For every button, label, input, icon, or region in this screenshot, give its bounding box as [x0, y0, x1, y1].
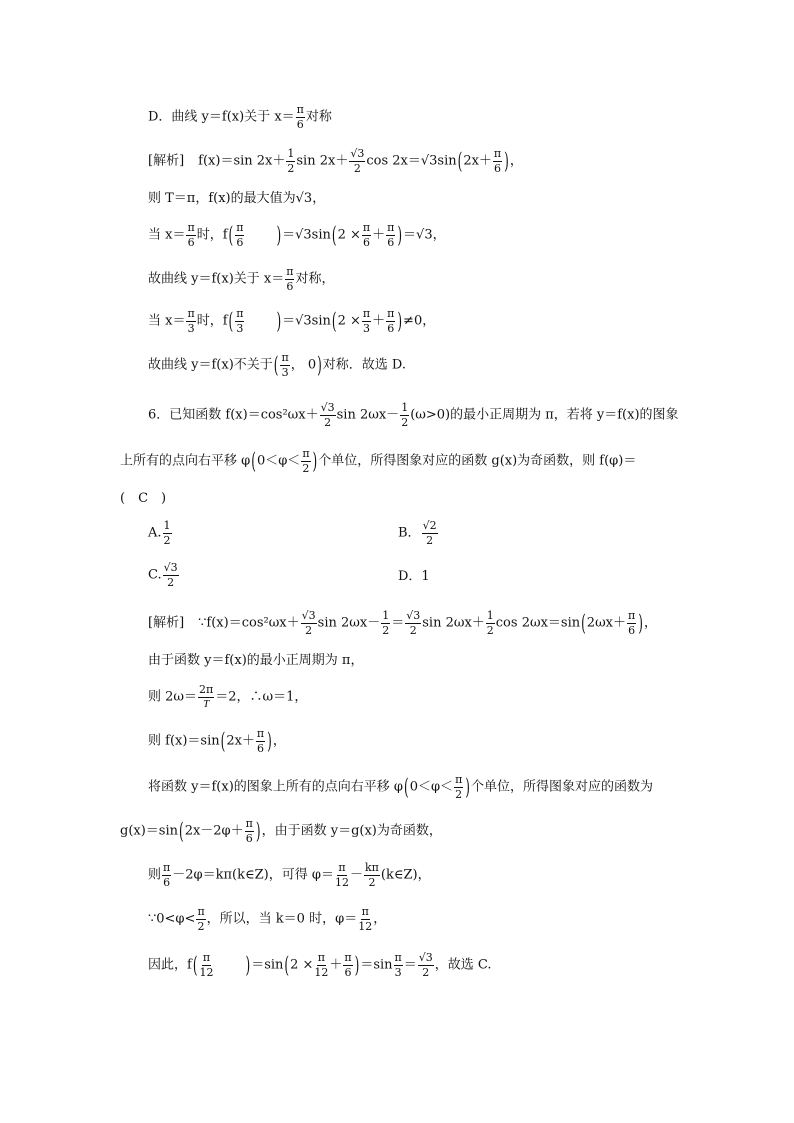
text: ＝√3， [403, 227, 446, 243]
text: ＝ [403, 957, 417, 973]
fraction: $\frac{\pi}{3}$ [187, 307, 195, 335]
text: 对称 [305, 109, 332, 125]
text: (k∈Z)， [380, 867, 431, 883]
text: ＝√3sin [282, 313, 331, 329]
fraction: $\frac{\pi}{6}$ [344, 951, 352, 979]
text: 当 x＝ [148, 313, 186, 329]
text: 当 x＝ [148, 227, 186, 243]
text: ＋ [329, 957, 343, 973]
solution2-line-8 [148, 906, 386, 932]
text: 0＜φ＜ [256, 453, 301, 469]
solution2-line-1: [解析] ∵f(x)＝cos²ωx＋ $\frac{√3}{2}$ sin 2ωx－ $\frac{1}{2}$ ＝ $\frac{√3}{2}$ sin 2ωx＋ $\frac{1}{2}$ cos 2ωx＝sin(2ωx＋ $\frac{\pi}{6}$ )， [148, 609, 657, 637]
text: ( C ) [120, 491, 167, 506]
text: sin 2ωx＋ [422, 615, 485, 631]
fraction: $\frac{√3}{2}$ [320, 401, 335, 429]
text: ，故选 C. [434, 957, 492, 973]
fraction: $\frac{\pi}{2}$ [302, 447, 310, 475]
analysis-tag: [解析] [148, 153, 185, 169]
fraction: $\frac{1}{2}$ [401, 401, 409, 429]
fraction: $\frac{\pi}{2}$ [197, 905, 205, 933]
solution-line-4 [148, 266, 334, 292]
solution2-line-5: 将函数 y＝f(x)的图象上所有的点向右平移 φ(0＜φ＜ $\frac{\pi}{2}$ )个单位，所得图象对应的函数为 [148, 773, 653, 801]
solution2-line-7 [148, 862, 431, 888]
text: ＝√3sin [282, 227, 331, 243]
fraction: $\frac{√3}{2}$ [418, 951, 433, 979]
question-6-line-2: 上所有的点向右平移 φ(0＜φ＜ $\frac{\pi}{2}$ )个单位，所得图象对应的函数 g(x)为奇函数，则 f(φ)＝ [120, 447, 637, 475]
fraction: $\frac{√3}{2}$ [350, 147, 365, 175]
text: 6．已知函数 f(x)＝cos²ωx＋ [148, 407, 319, 423]
text: 个单位，所得图象对应的函数 g(x)为奇函数，则 f(φ)＝ [318, 453, 637, 469]
fraction: $\frac{\pi}{6}$ [245, 817, 253, 845]
text: 2x－2φ＋ [184, 823, 244, 839]
text: 则 2ω＝ [148, 689, 198, 705]
solution2-line-4: 则 f(x)＝sin(2x＋ $\frac{\pi}{6}$ )， [148, 727, 286, 755]
solution2-line-3 [148, 684, 307, 710]
solution2-line-9: 因此，f( $\frac{\pi}{12}$ )＝sin(2 × $\frac{\pi}{12}$ ＋ $\frac{\pi}{6}$ )＝sin $\frac{\pi}{3}$ ＝ $\frac{√3}{2}$ ，故选 C. [148, 951, 492, 979]
fraction: $\frac{\pi}{3}$ [362, 307, 371, 335]
solution2-line-6: g(x)＝sin(2x－2φ＋ $\frac{\pi}{6}$ )，由于函数 y＝g(x)为奇函数， [120, 817, 442, 845]
answer-bracket [120, 492, 166, 505]
fraction: $\frac{√3}{2}$ [406, 609, 421, 637]
option-a [148, 520, 173, 546]
text: D．曲线 y＝f(x)关于 x＝ [148, 109, 295, 125]
fraction: $\frac{√3}{2}$ [301, 609, 316, 637]
text: ＋ [372, 313, 386, 329]
fraction: $\frac{1}{2}$ [486, 609, 494, 637]
solution2-line-2 [148, 654, 363, 667]
text: ＝sin [251, 957, 284, 973]
text: g(x)＝sin [120, 823, 178, 839]
solution-line-6: 故曲线 y＝f(x)不关于( $\frac{\pi}{3}$ ， 0)对称．故选 D. [148, 351, 407, 379]
solution-line-1: [解析] f(x)＝sin 2x＋ $\frac{1}{2}$ sin 2x＋ $\frac{√3}{2}$ cos 2x＝√3sin(2x＋ $\frac{\pi}{6}$ )， [148, 147, 523, 175]
fraction: $\frac{\pi}{12}$ [199, 951, 214, 979]
text: －2φ＝kπ(k∈Z)，可得 φ＝ [172, 867, 334, 883]
text: sin 2x＋ [296, 153, 349, 169]
text: 由于函数 y＝f(x)的最小正周期为 π， [148, 653, 364, 668]
text: (ω>0)的最小正周期为 π，若将 y＝f(x)的图象 [410, 407, 679, 423]
text: ∵f(x)＝cos²ωx＋ [198, 615, 300, 631]
fraction: $\frac{\pi}{12}$ [358, 905, 373, 933]
fraction: $\frac{k\pi}{2}$ [364, 861, 379, 889]
text: 则 [148, 867, 162, 883]
fraction: $\frac{2\pi}{T}$ [199, 683, 214, 710]
text: 2 × [290, 957, 314, 973]
text: ＝ [391, 615, 405, 631]
text: 故曲线 y＝f(x)关于 x＝ [148, 271, 285, 287]
fraction: $\frac{√2}{2}$ [422, 519, 437, 547]
text: － [349, 867, 363, 883]
text: 2 × [337, 227, 361, 243]
option-c [148, 562, 180, 588]
text: 因此，f [148, 957, 192, 973]
text: ， [509, 153, 523, 169]
question-6-line-1 [148, 402, 679, 428]
solution-line-2 [148, 192, 325, 205]
solution-line-3: 当 x＝ $\frac{\pi}{6}$ 时，f( $\frac{\pi}{6}$ )＝√3sin(2 × $\frac{\pi}{6}$ ＋ $\frac{\pi}{6}$ )＝√3， [148, 221, 446, 249]
option-b [398, 520, 439, 546]
text: 故曲线 y＝f(x)不关于 [148, 357, 273, 373]
fraction: $\frac{\pi}{6}$ [296, 103, 304, 131]
text: 2x＋ [463, 153, 492, 169]
fraction: $\frac{\pi}{6}$ [236, 221, 244, 249]
option-d-line [148, 104, 332, 130]
text: 则 T＝π，f(x)的最大值为√3， [148, 191, 326, 206]
fraction: $\frac{\pi}{6}$ [362, 221, 371, 249]
fraction: $\frac{\pi}{6}$ [286, 265, 294, 293]
text: cos 2ωx＝sin [495, 615, 581, 631]
option-label: C. [148, 567, 162, 583]
text: 2 × [337, 313, 361, 329]
text: 时，f [196, 313, 228, 329]
fraction: $\frac{\pi}{6}$ [493, 147, 502, 175]
fraction: $\frac{\pi}{3}$ [394, 951, 402, 979]
text: 对称．故选 D. [322, 357, 407, 373]
text: 2ωx＋ [586, 615, 627, 631]
text: 上所有的点向右平移 φ [120, 453, 251, 469]
option-d [398, 570, 430, 583]
fraction: $\frac{\pi}{6}$ [387, 307, 395, 335]
text: 时，f [196, 227, 228, 243]
text: ＝2，∴ω＝1， [215, 689, 308, 705]
fraction: $\frac{\pi}{6}$ [187, 221, 195, 249]
text: 则 f(x)＝sin [148, 733, 220, 749]
text: sin 2ωx－ [336, 407, 400, 423]
option-label: D．1 [398, 569, 430, 584]
text: 2x＋ [226, 733, 255, 749]
text: ＝sin [360, 957, 393, 973]
text: 对称， [295, 271, 335, 287]
fraction: $\frac{1}{2}$ [382, 609, 390, 637]
option-label: B． [398, 525, 421, 541]
text: ， 0 [290, 357, 317, 373]
text: 0＜φ＜ [409, 779, 454, 795]
fraction: $\frac{√3}{2}$ [163, 561, 178, 589]
text: ，所以，当 k＝0 时，φ＝ [206, 911, 358, 927]
text: ∵0<φ< [148, 911, 196, 927]
text: ， [643, 615, 657, 631]
text: 将函数 y＝f(x)的图象上所有的点向右平移 φ [148, 779, 403, 795]
fraction: $\frac{\pi}{6}$ [256, 727, 265, 755]
fraction: $\frac{\pi}{3}$ [236, 307, 244, 335]
text: ，由于函数 y＝g(x)为奇函数， [261, 823, 442, 839]
fraction: $\frac{\pi}{6}$ [387, 221, 395, 249]
fraction: $\frac{\pi}{3}$ [281, 351, 289, 379]
fraction: $\frac{1}{2}$ [287, 147, 295, 175]
option-label: A. [148, 525, 162, 541]
solution-line-5: 当 x＝ $\frac{\pi}{3}$ 时，f( $\frac{\pi}{3}$ )＝√3sin(2 × $\frac{\pi}{3}$ ＋ $\frac{\pi}{6}$ )≠0， [148, 307, 436, 335]
fraction: $\frac{\pi}{12}$ [334, 861, 349, 889]
text: ， [272, 733, 286, 749]
text: ， [373, 911, 387, 927]
text: sin 2ωx－ [317, 615, 381, 631]
text: 个单位，所得图象对应的函数为 [470, 779, 653, 795]
text: f(x)＝sin 2x＋ [198, 153, 286, 169]
fraction: $\frac{\pi}{6}$ [628, 609, 636, 637]
text: cos 2x＝√3sin [366, 153, 457, 169]
analysis-tag: [解析] [148, 615, 185, 631]
text: ≠0， [403, 313, 436, 329]
fraction: $\frac{1}{2}$ [163, 519, 171, 547]
text: ＋ [372, 227, 386, 243]
fraction: $\frac{\pi}{2}$ [455, 773, 463, 801]
fraction: $\frac{\pi}{6}$ [163, 861, 171, 889]
fraction: $\frac{\pi}{12}$ [314, 951, 329, 979]
